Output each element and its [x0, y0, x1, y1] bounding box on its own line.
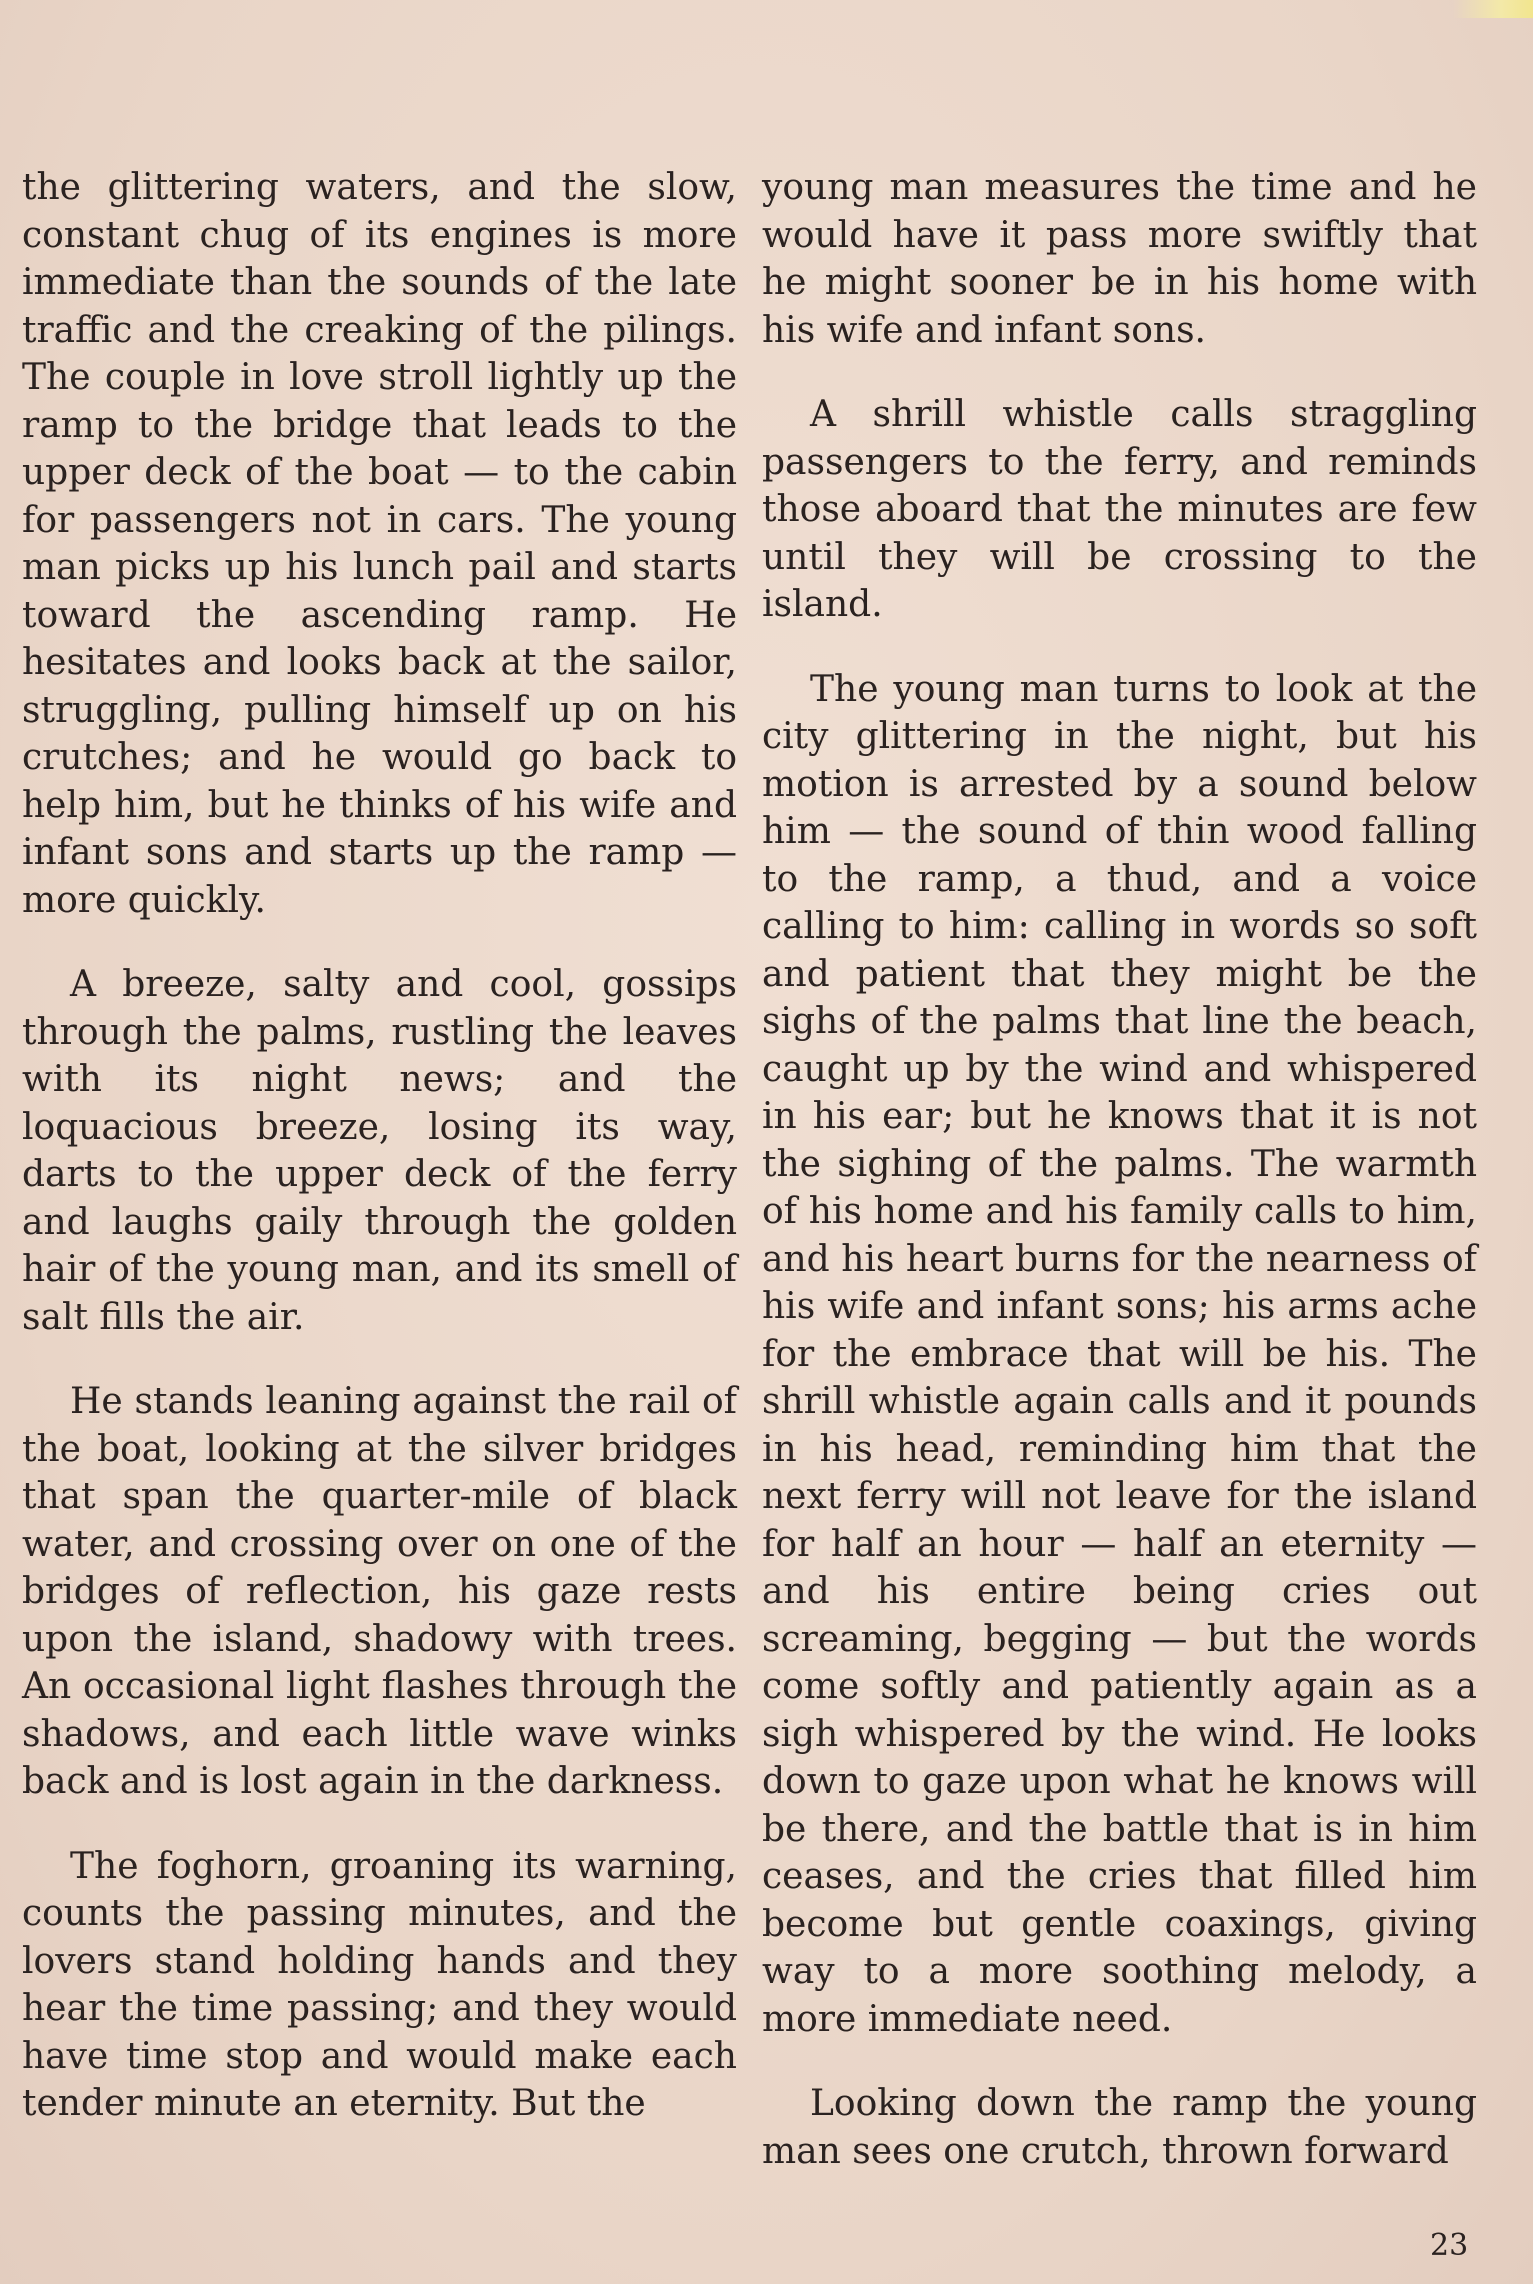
- left-column: [22, 164, 737, 2128]
- paragraph: He stands leaning against the rail of the boat, looking at the silver bridges that span the quarter-mile of black water, and crossing over on one of the bridges of reflection, his gaze rests upon the island, shadowy with trees. An occasional light flashes through the shadows, and each little wave winks back and is lost again in the darkness.: [22, 1381, 737, 1802]
- paragraph: the glittering waters, and the slow, constant chug of its engines is more immediate than the sounds of the late traffic and the creaking of the pilings. The couple in love stroll lightly up the ramp to the bridge that leads to the upper deck of the boat — to the cabin for passengers not in cars. The young man picks up his lunch pail and starts toward the ascending ramp. He hesitates and looks back at the sailor, struggling, pulling himself up on his crutches; and he would go back to help him, but he thinks of his wife and infant sons and starts up the ramp — more quickly.: [22, 167, 737, 921]
- page-edge-highlight: [1453, 0, 1533, 18]
- paragraph: young man measures the time and he would have it pass more swiftly that he might sooner be in his home with his wife and infant sons.: [762, 167, 1477, 351]
- paragraph: A shrill whistle calls straggling passengers to the ferry, and reminds those aboard that the minutes are few until they will be crossing to the island.: [762, 394, 1477, 625]
- right-column: [762, 164, 1477, 2175]
- page-number: 23: [1430, 2228, 1469, 2263]
- paragraph: Looking down the ramp the young man sees one crutch, thrown forward: [762, 2083, 1477, 2172]
- paragraph: The foghorn, groaning its warning, counts the passing minutes, and the lovers stand holding hands and they hear the time passing; and they would have time stop and would make each tender minute an eternity. But the: [22, 1845, 737, 2124]
- paragraph: The young man turns to look at the city glittering in the night, but his motion is arrested by a sound below him — the sound of thin wood falling to the ramp, a thud, and a voice calling to him: calling in words so soft and patient that they might be the sighs of the palms that line the beach, caught up by the wind and whispered in his ear; but he knows that it is not the sighing of the palms. The warmth of his home and his family calls to him, and his heart burns for the nearness of his wife and infant sons; his arms ache for the embrace that will be his. The shrill whistle again calls and it pounds in his head, reminding him that the next ferry will not leave for the island for half an hour — half an eternity — and his entire being cries out screaming, begging — but the words come softly and patiently again as a sigh whispered by the wind. He looks down to gaze upon what he knows will be there, and the battle that is in him ceases, and the cries that filled him become but gentle coaxings, giving way to a more soothing melody, a more immediate need.: [762, 668, 1477, 2040]
- paragraph: A breeze, salty and cool, gossips through the palms, rustling the leaves with its night news; and the loquacious breeze, losing its way, darts to the upper deck of the ferry and laughs gaily through the golden hair of the young man, and its smell of salt fills the air.: [22, 964, 737, 1338]
